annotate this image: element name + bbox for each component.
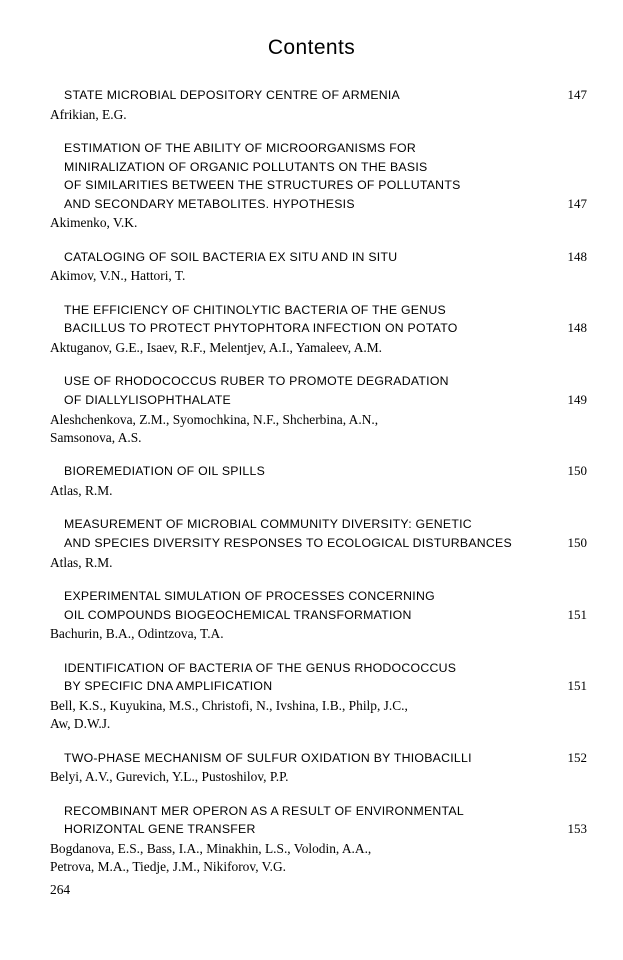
toc-author-line: Petrova, M.A., Tiedje, J.M., Nikiforov, V.G. <box>50 859 286 875</box>
toc-title-line: MINIRALIZATION OF ORGANIC POLLUTANTS ON THE BASIS <box>64 159 428 174</box>
toc-entry[interactable] <box>50 802 587 877</box>
toc-title-line: ESTIMATION OF THE ABILITY OF MICROORGANISMS FOR <box>64 141 416 155</box>
toc-title-line: OF SIMILARITIES BETWEEN THE STRUCTURES OF POLLUTANTS <box>64 178 461 193</box>
toc-entry-authors <box>50 768 573 786</box>
toc-title-line: BIOREMEDIATION OF OIL SPILLS 150 <box>64 462 573 481</box>
toc-page-number: 151 <box>567 606 587 622</box>
toc-author-line: Samsonova, A.S. <box>50 429 142 445</box>
toc-author-line: Aw, D.W.J. <box>50 716 111 732</box>
toc-entry[interactable] <box>50 587 587 644</box>
toc-entry[interactable] <box>50 301 587 358</box>
toc-page-number: 152 <box>567 749 587 765</box>
toc-title-line: CATALOGING OF SOIL BACTERIA EX SITU AND IN SITU 148 <box>64 248 573 267</box>
toc-author-line: Aktuganov, G.E., Isaev, R.F., Melentjev, A.I., Yamaleev, A.M. <box>50 339 383 355</box>
toc-page-number: 151 <box>567 678 587 694</box>
toc-title-line: MEASUREMENT OF MICROBIAL COMMUNITY DIVERSITY: GENETIC <box>64 517 472 532</box>
toc-author-line: Bogdanova, E.S., Bass, I.A., Minakhin, L.S., Volodin, A.A., <box>50 840 372 856</box>
toc-entry-authors <box>50 267 573 285</box>
page-title: Contents <box>267 36 356 59</box>
toc-page-number: 149 <box>567 391 587 407</box>
toc-title-line: HORIZONTAL GENE TRANSFER 153 <box>64 820 573 839</box>
toc-entry[interactable] <box>50 462 587 500</box>
toc-entry-authors <box>50 411 573 448</box>
toc-page-number: 148 <box>567 320 587 336</box>
toc-page-number: 150 <box>567 534 587 550</box>
toc-entry-title <box>64 462 587 481</box>
toc-title-line: STATE MICROBIAL DEPOSITORY CENTRE OF ARMENIA 147 <box>64 86 573 105</box>
toc-entry-authors <box>50 840 573 877</box>
toc-entry-title <box>64 86 587 105</box>
table-of-contents <box>40 86 587 877</box>
toc-entry[interactable] <box>50 659 587 734</box>
toc-title-line: TWO-PHASE MECHANISM OF SULFUR OXIDATION BY THIOBACILLI 152 <box>64 749 573 768</box>
toc-entry-title <box>64 372 587 409</box>
toc-title-line: BY SPECIFIC DNA AMPLIFICATION 151 <box>64 677 573 696</box>
toc-entry-authors <box>50 554 573 572</box>
toc-entry-authors <box>50 214 573 232</box>
toc-author-line: Atlas, R.M. <box>50 482 113 498</box>
toc-entry-authors <box>50 339 573 357</box>
toc-entry-title <box>64 301 587 338</box>
toc-entry[interactable] <box>50 86 587 124</box>
toc-entry-authors <box>50 625 573 643</box>
toc-entry-title <box>64 248 587 267</box>
toc-author-line: Belyi, A.V., Gurevich, Y.L., Pustoshilov, P.P. <box>50 769 289 785</box>
toc-entry-title <box>64 749 587 768</box>
toc-title-line: THE EFFICIENCY OF CHITINOLYTIC BACTERIA OF THE GENUS <box>64 302 446 317</box>
toc-title-line: OF DIALLYLISOPHTHALATE 149 <box>64 391 573 410</box>
toc-entry-title <box>64 139 587 213</box>
toc-entry[interactable] <box>50 515 587 572</box>
toc-author-line: Aleshchenkova, Z.M., Syomochkina, N.F., Shcherbina, A.N., <box>50 411 379 427</box>
toc-page-number: 147 <box>567 87 587 102</box>
toc-author-line: Atlas, R.M. <box>50 554 113 570</box>
toc-entry[interactable] <box>50 749 587 787</box>
toc-page-number: 153 <box>567 821 587 837</box>
toc-entry-title <box>64 802 587 839</box>
toc-author-line: Afrikian, E.G. <box>50 106 127 122</box>
toc-entry[interactable] <box>50 372 587 447</box>
toc-author-line: Akimov, V.N., Hattori, T. <box>50 268 186 284</box>
toc-entry-authors <box>50 697 573 734</box>
toc-entry[interactable] <box>50 248 587 286</box>
toc-author-line: Bell, K.S., Kuyukina, M.S., Christofi, N., Ivshina, I.B., Philp, J.C., <box>50 697 408 713</box>
toc-page-number: 147 <box>567 195 587 211</box>
toc-entry-title <box>64 515 587 552</box>
toc-title-line: AND SECONDARY METABOLITES. HYPOTHESIS 147 <box>64 195 573 214</box>
toc-entry-title <box>64 659 587 696</box>
toc-author-line: Bachurin, B.A., Odintzova, T.A. <box>50 626 224 642</box>
toc-title-line: EXPERIMENTAL SIMULATION OF PROCESSES CONCERNING <box>64 588 435 603</box>
toc-title-line: RECOMBINANT MER OPERON AS A RESULT OF ENVIRONMENTAL <box>64 803 464 818</box>
toc-entry-authors <box>50 106 573 124</box>
toc-entry-authors <box>50 482 573 500</box>
toc-title-line: USE OF RHODOCOCCUS RUBER TO PROMOTE DEGRADATION <box>64 374 449 389</box>
toc-author-line: Akimenko, V.K. <box>50 215 138 231</box>
toc-page-number: 150 <box>567 463 587 479</box>
toc-page-number: 148 <box>567 248 587 264</box>
toc-entry[interactable] <box>50 139 587 233</box>
toc-entry-title <box>64 587 587 624</box>
toc-title-line: AND SPECIES DIVERSITY RESPONSES TO ECOLOGICAL DISTURBANCES 150 <box>64 534 573 553</box>
toc-title-line: IDENTIFICATION OF BACTERIA OF THE GENUS RHODOCOCCUS <box>64 660 457 675</box>
page-folio: 264 <box>50 882 71 897</box>
toc-title-line: BACILLUS TO PROTECT PHYTOPHTORA INFECTION ON POTATO 148 <box>64 319 573 338</box>
toc-title-line: OIL COMPOUNDS BIOGEOCHEMICAL TRANSFORMATION 151 <box>64 606 573 625</box>
